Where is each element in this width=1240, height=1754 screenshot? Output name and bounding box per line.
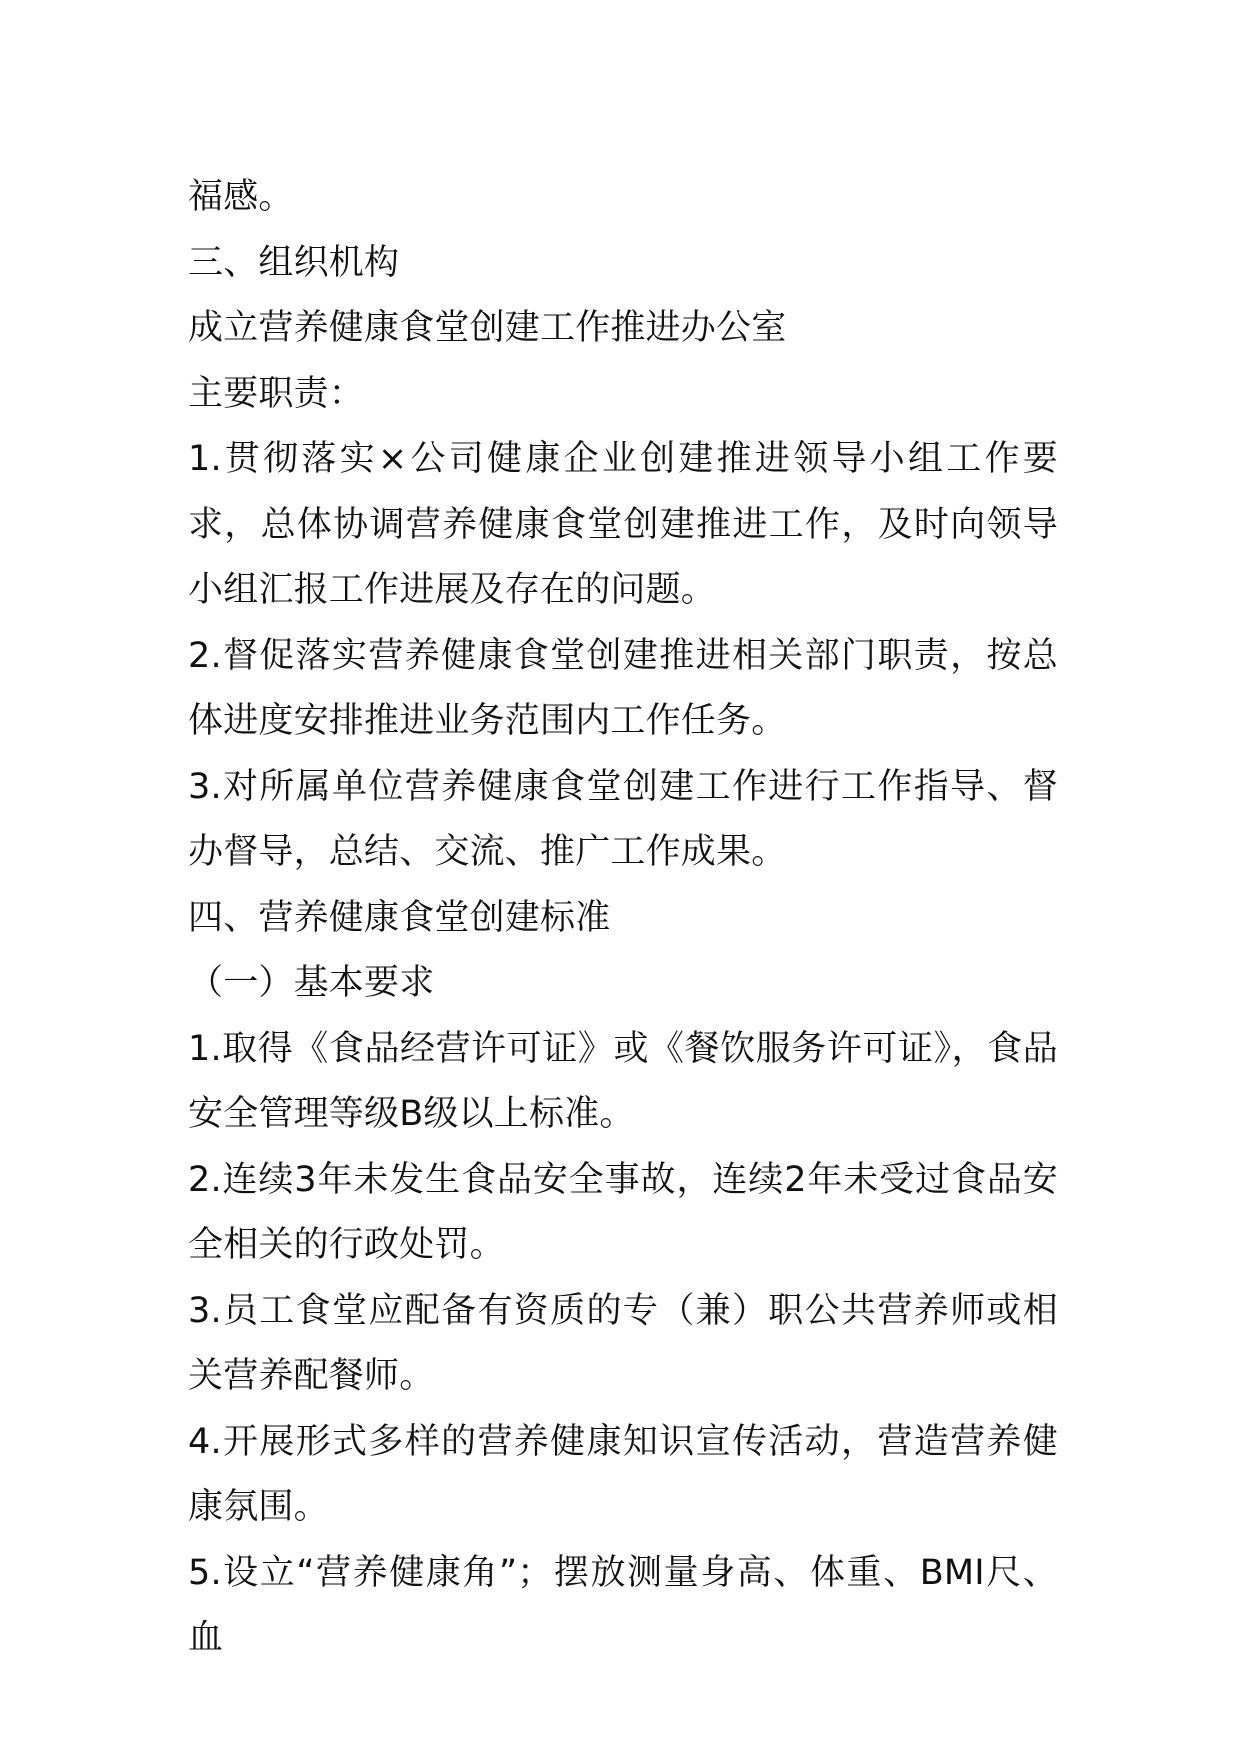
document-body [188, 165, 1058, 1672]
paragraph-continuation: 福感。 [188, 177, 294, 217]
duty-item-3: 3.对所属单位营养健康食堂创建工作进行工作指导、督办督导，总结、交流、推广工作成果。 [188, 766, 1058, 872]
requirement-item-3: 3.员工食堂应配备有资质的专（兼）职公共营养师或相关营养配餐师。 [188, 1290, 1058, 1396]
section-heading-organization: 三、组织机构 [188, 242, 400, 283]
duty-item-1: 1.贯彻落实×公司健康企业创建推进领导小组工作要求，总体协调营养健康食堂创建推进工作，及时向领导小组汇报工作进展及存在的问题。 [188, 439, 1058, 610]
requirement-item-2: 2.连续3年未发生食品安全事故，连续2年未受过食品安全相关的行政处罚。 [188, 1159, 1058, 1265]
duty-item-2: 2.督促落实营养健康食堂创建推进相关部门职责，按总体进度安排推进业务范围内工作任务。 [188, 635, 1058, 741]
section-heading-standards: 四、营养健康食堂创建标准 [188, 897, 611, 938]
requirement-item-5: 5.设立“营养健康角”；摆放测量身高、体重、BMI尺、血 [188, 1552, 1058, 1658]
requirement-item-4: 4.开展形式多样的营养健康知识宣传活动，营造营养健康氛围。 [188, 1421, 1058, 1527]
subheading-main-duties: 主要职责： [188, 373, 365, 414]
requirement-item-1: 1.取得《食品经营许可证》或《餐饮服务许可证》，食品安全管理等级B级以上标准。 [188, 1028, 1058, 1134]
subheading-basic-requirements: （一）基本要求 [188, 963, 435, 1003]
paragraph-office-setup: 成立营养健康食堂创建工作推进办公室 [188, 308, 787, 348]
